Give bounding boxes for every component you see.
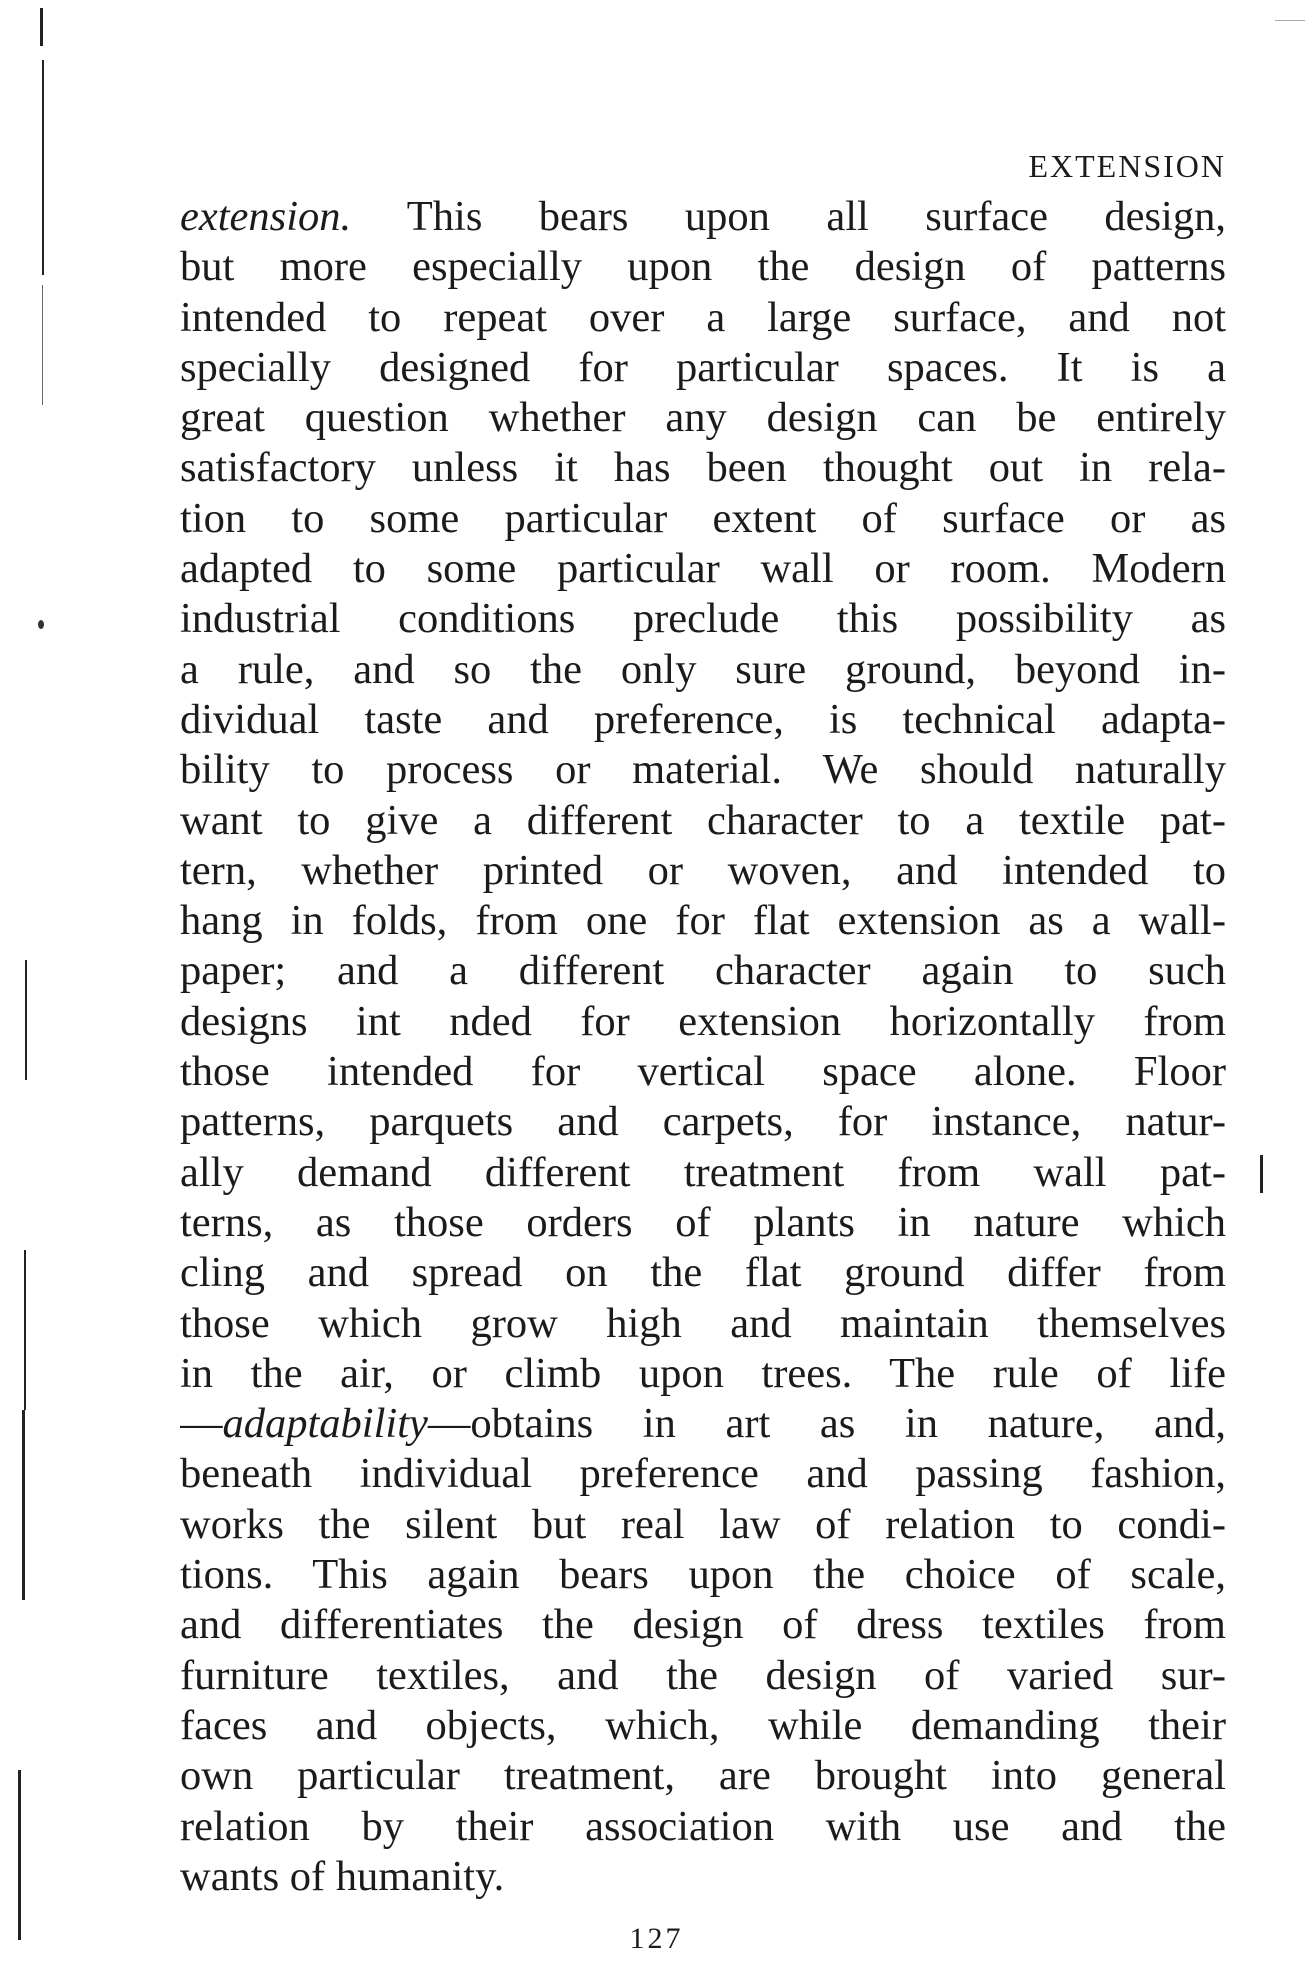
text-segment: paper; and a different character again to such xyxy=(180,947,1226,995)
text-segment: tions. This again bears upon the choice of scale, xyxy=(180,1551,1226,1599)
text-line xyxy=(180,544,1226,594)
page-number: 127 xyxy=(629,1922,684,1955)
text-segment: relation by their association with use and the xyxy=(180,1802,1226,1850)
text-segment: those which grow high and maintain themselves xyxy=(180,1299,1226,1347)
text-segment: works the silent but real law of relation to condi- xyxy=(180,1500,1226,1548)
text-line xyxy=(180,1248,1226,1298)
text-segment: own particular treatment, are brought into general xyxy=(180,1752,1226,1800)
text-line xyxy=(180,1097,1226,1147)
text-line xyxy=(180,443,1226,493)
body-text xyxy=(180,192,1226,1902)
text-segment: but more especially upon the design of patterns xyxy=(180,243,1226,291)
text-segment: faces and objects, which, while demanding their xyxy=(180,1701,1226,1749)
text-segment: furniture textiles, and the design of varied sur- xyxy=(180,1651,1226,1699)
text-line xyxy=(180,494,1226,544)
text-segment: great question whether any design can be entirely xyxy=(180,394,1226,442)
text-line xyxy=(180,946,1226,996)
text-segment: — xyxy=(180,1400,223,1448)
text-line xyxy=(180,745,1226,795)
text-segment: in the air, or climb upon trees. The rule of life xyxy=(180,1349,1226,1397)
text-segment: tion to some particular extent of surface or as xyxy=(180,494,1226,542)
text-line xyxy=(180,1399,1226,1449)
text-segment: —obtains in art as in nature, and, xyxy=(427,1400,1226,1448)
text-segment: patterns, parquets and carpets, for instance, natur- xyxy=(180,1098,1226,1146)
text-line xyxy=(180,1349,1226,1399)
text-segment: specially designed for particular spaces. It is a xyxy=(180,343,1226,391)
text-line xyxy=(180,1802,1226,1852)
text-line xyxy=(180,192,1226,242)
text-line xyxy=(180,1751,1226,1801)
text-segment: wants of humanity. xyxy=(180,1852,505,1900)
text-line xyxy=(180,1550,1226,1600)
text-segment: satisfactory unless it has been thought out in rela- xyxy=(180,444,1226,492)
text-line xyxy=(180,645,1226,695)
text-segment: This bears upon all surface design, xyxy=(351,193,1226,240)
italic-segment: adaptability xyxy=(222,1400,428,1448)
text-segment: industrial conditions preclude this possibility as xyxy=(180,595,1226,643)
text-line xyxy=(180,1198,1226,1248)
text-segment: a rule, and so the only sure ground, beyond in- xyxy=(180,645,1226,693)
text-line xyxy=(180,343,1226,393)
text-segment: adapted to some particular wall or room. Modern xyxy=(180,545,1226,593)
text-line xyxy=(180,594,1226,644)
text-segment: intended to repeat over a large surface, and not xyxy=(180,293,1226,341)
text-line xyxy=(180,796,1226,846)
text-line xyxy=(180,1148,1226,1198)
text-segment: dividual taste and preference, is technical adapta- xyxy=(180,695,1226,743)
text-line xyxy=(180,1600,1226,1650)
text-line xyxy=(180,997,1226,1047)
running-head: EXTENSION xyxy=(1028,148,1226,184)
text-line xyxy=(180,293,1226,343)
text-line xyxy=(180,695,1226,745)
text-line xyxy=(180,1500,1226,1550)
text-line xyxy=(180,1047,1226,1097)
text-line xyxy=(180,393,1226,443)
text-line xyxy=(180,1651,1226,1701)
text-line xyxy=(180,1449,1226,1499)
text-segment: want to give a different character to a textile pat- xyxy=(180,796,1226,844)
text-line xyxy=(180,1299,1226,1349)
text-line xyxy=(180,846,1226,896)
text-line xyxy=(180,1852,1226,1902)
text-segment: tern, whether printed or woven, and intended to xyxy=(180,846,1226,894)
text-segment: designs int nded for extension horizontally from xyxy=(180,997,1226,1045)
italic-segment: extension. xyxy=(180,193,352,240)
text-segment: bility to process or material. We should naturally xyxy=(180,746,1226,794)
text-segment: terns, as those orders of plants in nature which xyxy=(180,1198,1226,1246)
text-line xyxy=(180,242,1226,292)
text-segment: and differentiates the design of dress textiles from xyxy=(180,1601,1226,1649)
text-line xyxy=(180,896,1226,946)
text-segment: beneath individual preference and passing fashion, xyxy=(180,1450,1226,1498)
text-segment: cling and spread on the flat ground differ from xyxy=(180,1249,1226,1297)
text-segment: hang in folds, from one for flat extension as a wall- xyxy=(180,897,1226,945)
text-segment: those intended for vertical space alone. Floor xyxy=(180,1048,1226,1096)
text-segment: ally demand different treatment from wall pat- xyxy=(180,1148,1226,1196)
text-line xyxy=(180,1701,1226,1751)
